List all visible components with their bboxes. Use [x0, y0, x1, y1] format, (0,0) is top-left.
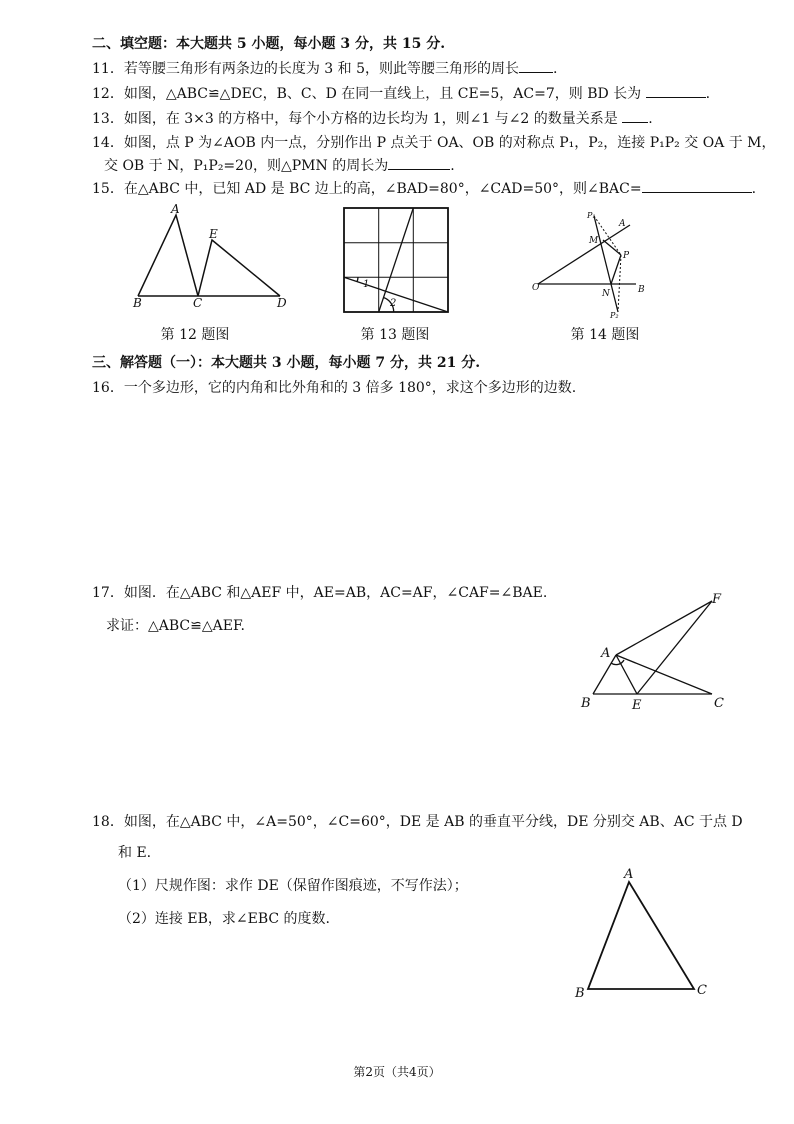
fig14-dashed-p-p1 — [594, 216, 621, 255]
question-14-line-2 — [104, 155, 455, 176]
figure-13-caption: 第 13 题图 — [360, 327, 430, 343]
question-11-blank — [519, 58, 553, 73]
fig17-segment-ef — [637, 601, 712, 694]
question-11 — [92, 58, 557, 79]
fig14-label-m: M — [589, 236, 599, 246]
fig14-segment-pm — [603, 240, 621, 255]
fig14-label-p1: P₁ — [587, 211, 596, 220]
fig12-label-a: A — [171, 202, 180, 216]
question-13-blank — [622, 108, 648, 123]
question-13 — [92, 108, 653, 129]
fig14-label-a: A — [619, 219, 626, 229]
fig18-label-a: A — [624, 867, 634, 882]
fig17-segment-ac — [616, 655, 712, 694]
figure-12-caption: 第 12 题图 — [160, 327, 230, 343]
fig17-label-e: E — [632, 698, 642, 713]
fig18-label-c: C — [697, 983, 707, 998]
fig17-segment-af — [616, 601, 712, 655]
question-12-text: 12．如图，△ABC≌△DEC，B、C、D 在同一直线上，且 CE=5，AC=7，则 BD 长为 — [92, 86, 642, 102]
fig13-angle-1-arc — [357, 277, 358, 282]
fig13-grid-lines — [344, 208, 448, 312]
question-12-end: . — [705, 86, 711, 102]
fig12-label-d: D — [277, 296, 287, 310]
question-12 — [92, 83, 710, 104]
question-18-line-1: 18．如图，在△ABC 中，∠A=50°，∠C=60°，DE 是 AB 的垂直平分线，DE 分别交 AB、AC 于点 D — [92, 814, 743, 830]
question-13-end: . — [648, 111, 653, 127]
fig12-label-b: B — [133, 296, 142, 310]
fig14-label-p: P — [623, 251, 630, 261]
question-15-blank — [642, 178, 752, 193]
fig14-label-p2: P₂ — [610, 311, 619, 320]
question-15-text: 15．在△ABC 中，已知 AD 是 BC 边上的高，∠BAD=80°，∠CAD=50°，则∠BAC= — [92, 181, 642, 197]
question-17-line-2: 求证：△ABC≌△AEF. — [106, 618, 245, 634]
fig18-triangle-abc — [588, 882, 694, 989]
question-16: 16．一个多边形，它的内角和比外角和的 3 倍多 180°，求这个多边形的边数. — [92, 380, 577, 396]
question-18-part-2: （2）连接 EB，求∠EBC 的度数. — [118, 911, 330, 927]
fig17-label-b: B — [581, 696, 591, 711]
page-footer: 第2页（共4页） — [353, 1065, 441, 1079]
fig17-label-a: A — [601, 646, 611, 661]
fig14-label-b: B — [638, 285, 645, 295]
question-11-end: . — [552, 61, 558, 77]
fig12-label-e: E — [209, 227, 218, 241]
question-13-text: 13．如图，在 3×3 的方格中，每个小方格的边长均为 1，则∠1 与∠2 的数量关系是 — [92, 111, 618, 127]
question-14-blank — [388, 155, 450, 170]
fig13-label-angle-2: 2 — [390, 298, 397, 309]
fig13-diagonal-shallow — [344, 277, 448, 312]
question-15-end: . — [751, 181, 757, 197]
question-15 — [92, 178, 756, 199]
figure-14-caption: 第 14 题图 — [570, 327, 640, 343]
fig14-segment-p1p2 — [594, 216, 618, 312]
question-11-text: 11．若等腰三角形有两条边的长度为 3 和 5，则此等腰三角形的周长 — [92, 61, 519, 77]
fig14-dashed-p-p2 — [618, 255, 621, 312]
fig13-label-angle-1: 1 — [363, 279, 370, 290]
question-18-part-1: （1）尺规作图：求作 DE（保留作图痕迹，不写作法）； — [118, 878, 468, 894]
fig12-triangle-abc — [138, 215, 198, 296]
fig17-segment-ae — [616, 655, 637, 694]
section-2-heading: 二、填空题：本大题共 5 小题，每小题 3 分，共 15 分. — [92, 36, 446, 52]
fig17-angle-arc — [611, 660, 624, 665]
fig12-triangle-dec — [198, 240, 280, 296]
fig13-angle-2-arc — [384, 298, 397, 313]
question-12-blank — [646, 83, 706, 98]
question-17-line-1: 17．如图．在△ABC 和△AEF 中，AE=AB，AC=AF，∠CAF=∠BAE. — [92, 585, 548, 601]
question-14-end: . — [450, 158, 455, 174]
fig14-ray-oa — [538, 225, 630, 284]
fig18-label-b: B — [575, 986, 585, 1001]
fig14-label-o: O — [532, 283, 540, 293]
fig13-grid-border — [344, 208, 448, 312]
fig12-label-c: C — [193, 296, 203, 310]
fig13-diagonal-steep — [379, 208, 414, 312]
fig17-label-c: C — [714, 696, 724, 711]
question-14-text: 交 OB 于 N，P₁P₂=20，则△PMN 的周长为 — [104, 158, 389, 174]
fig14-label-n: N — [602, 289, 610, 299]
fig17-segment-ab — [593, 655, 616, 694]
fig14-segment-pn — [611, 255, 621, 284]
section-3-heading: 三、解答题（一）：本大题共 3 小题，每小题 7 分，共 21 分. — [92, 355, 481, 371]
fig17-label-f: F — [712, 592, 722, 607]
question-18-line-2: 和 E. — [118, 845, 152, 861]
question-14-line-1: 14．如图，点 P 为∠AOB 内一点，分别作出 P 点关于 OA、OB 的对称点 P₁，P₂，连接 P₁P₂ 交 OA 于 M， — [92, 135, 776, 151]
